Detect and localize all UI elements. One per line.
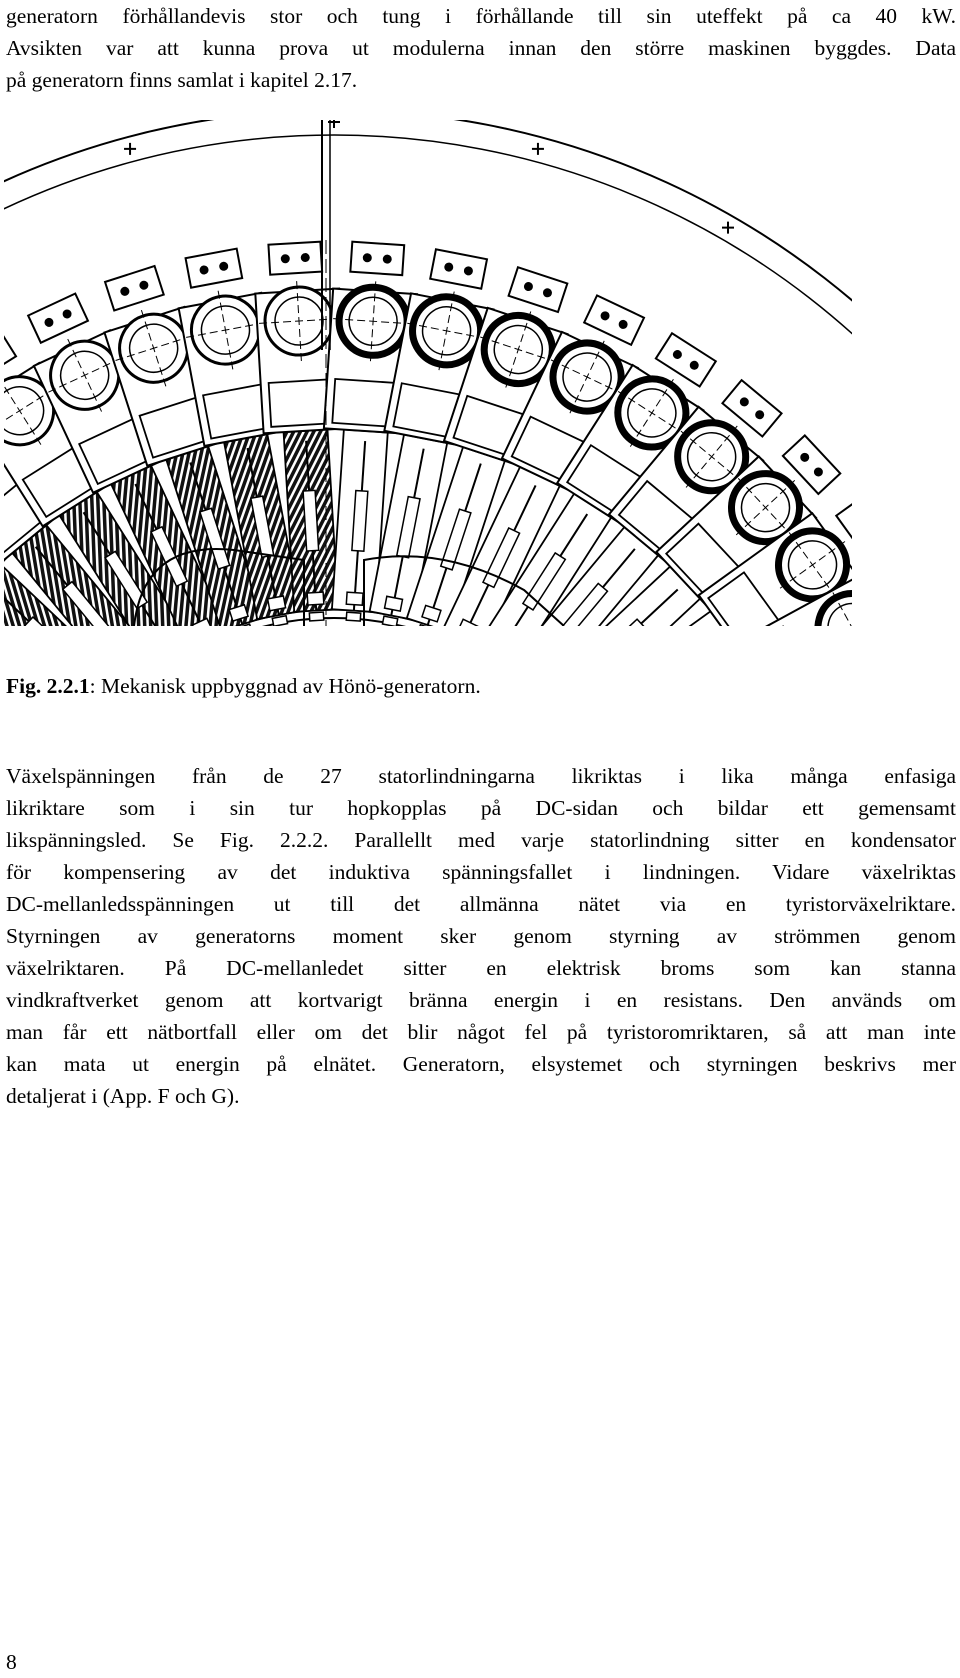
figure-label: Fig. 2.2.1 xyxy=(6,674,90,698)
figure-caption xyxy=(6,670,481,702)
intro-paragraph xyxy=(6,0,956,96)
text-line: detaljerat i (App. F och G). xyxy=(6,1084,240,1108)
text-line: Avsikten var att kunna prova ut modulerna innan den större maskinen byggdes. Data xyxy=(6,36,956,60)
generator-drawing xyxy=(4,120,852,626)
text-line: man får ett nätbortfall eller om det blir något fel på tyristoromriktaren, så att man inte xyxy=(6,1020,956,1044)
text-line: DC-mellanledsspänningen ut till det allmänna nätet via en tyristorväxelriktare. xyxy=(6,892,956,916)
text-line: för kompensering av det induktiva spänningsfallet i lindningen. Vidare växelriktas xyxy=(6,860,956,884)
body-paragraph xyxy=(6,760,956,1112)
text-line: likriktare som i sin tur hopkopplas på DC-sidan och bildar ett gemensamt xyxy=(6,796,956,820)
text-line: på generatorn finns samlat i kapitel 2.17. xyxy=(6,68,358,92)
text-line: Växelspänningen från de 27 statorlindningarna likriktas i lika många enfasiga xyxy=(6,764,956,788)
text-line: vindkraftverket genom att kortvarigt bränna energin i en resistans. Den används om xyxy=(6,988,956,1012)
text-line: kan mata ut energin på elnätet. Generatorn, elsystemet och styrningen beskrivs mer xyxy=(6,1052,956,1076)
text-line: Styrningen av generatorns moment sker genom styrning av strömmen genom xyxy=(6,924,956,948)
text-line: likspänningsled. Se Fig. 2.2.2. Parallellt med varje statorlindning sitter en kondensator xyxy=(6,828,956,852)
text-line: generatorn förhållandevis stor och tung i förhållande till sin uteffekt på ca 40 kW. xyxy=(6,4,956,28)
page-number: 8 xyxy=(6,1650,17,1674)
text-line: växelriktaren. På DC-mellanledet sitter en elektrisk broms som kan stanna xyxy=(6,956,956,980)
figure-caption-text: : Mekanisk uppbyggnad av Hönö-generatorn. xyxy=(89,674,481,698)
